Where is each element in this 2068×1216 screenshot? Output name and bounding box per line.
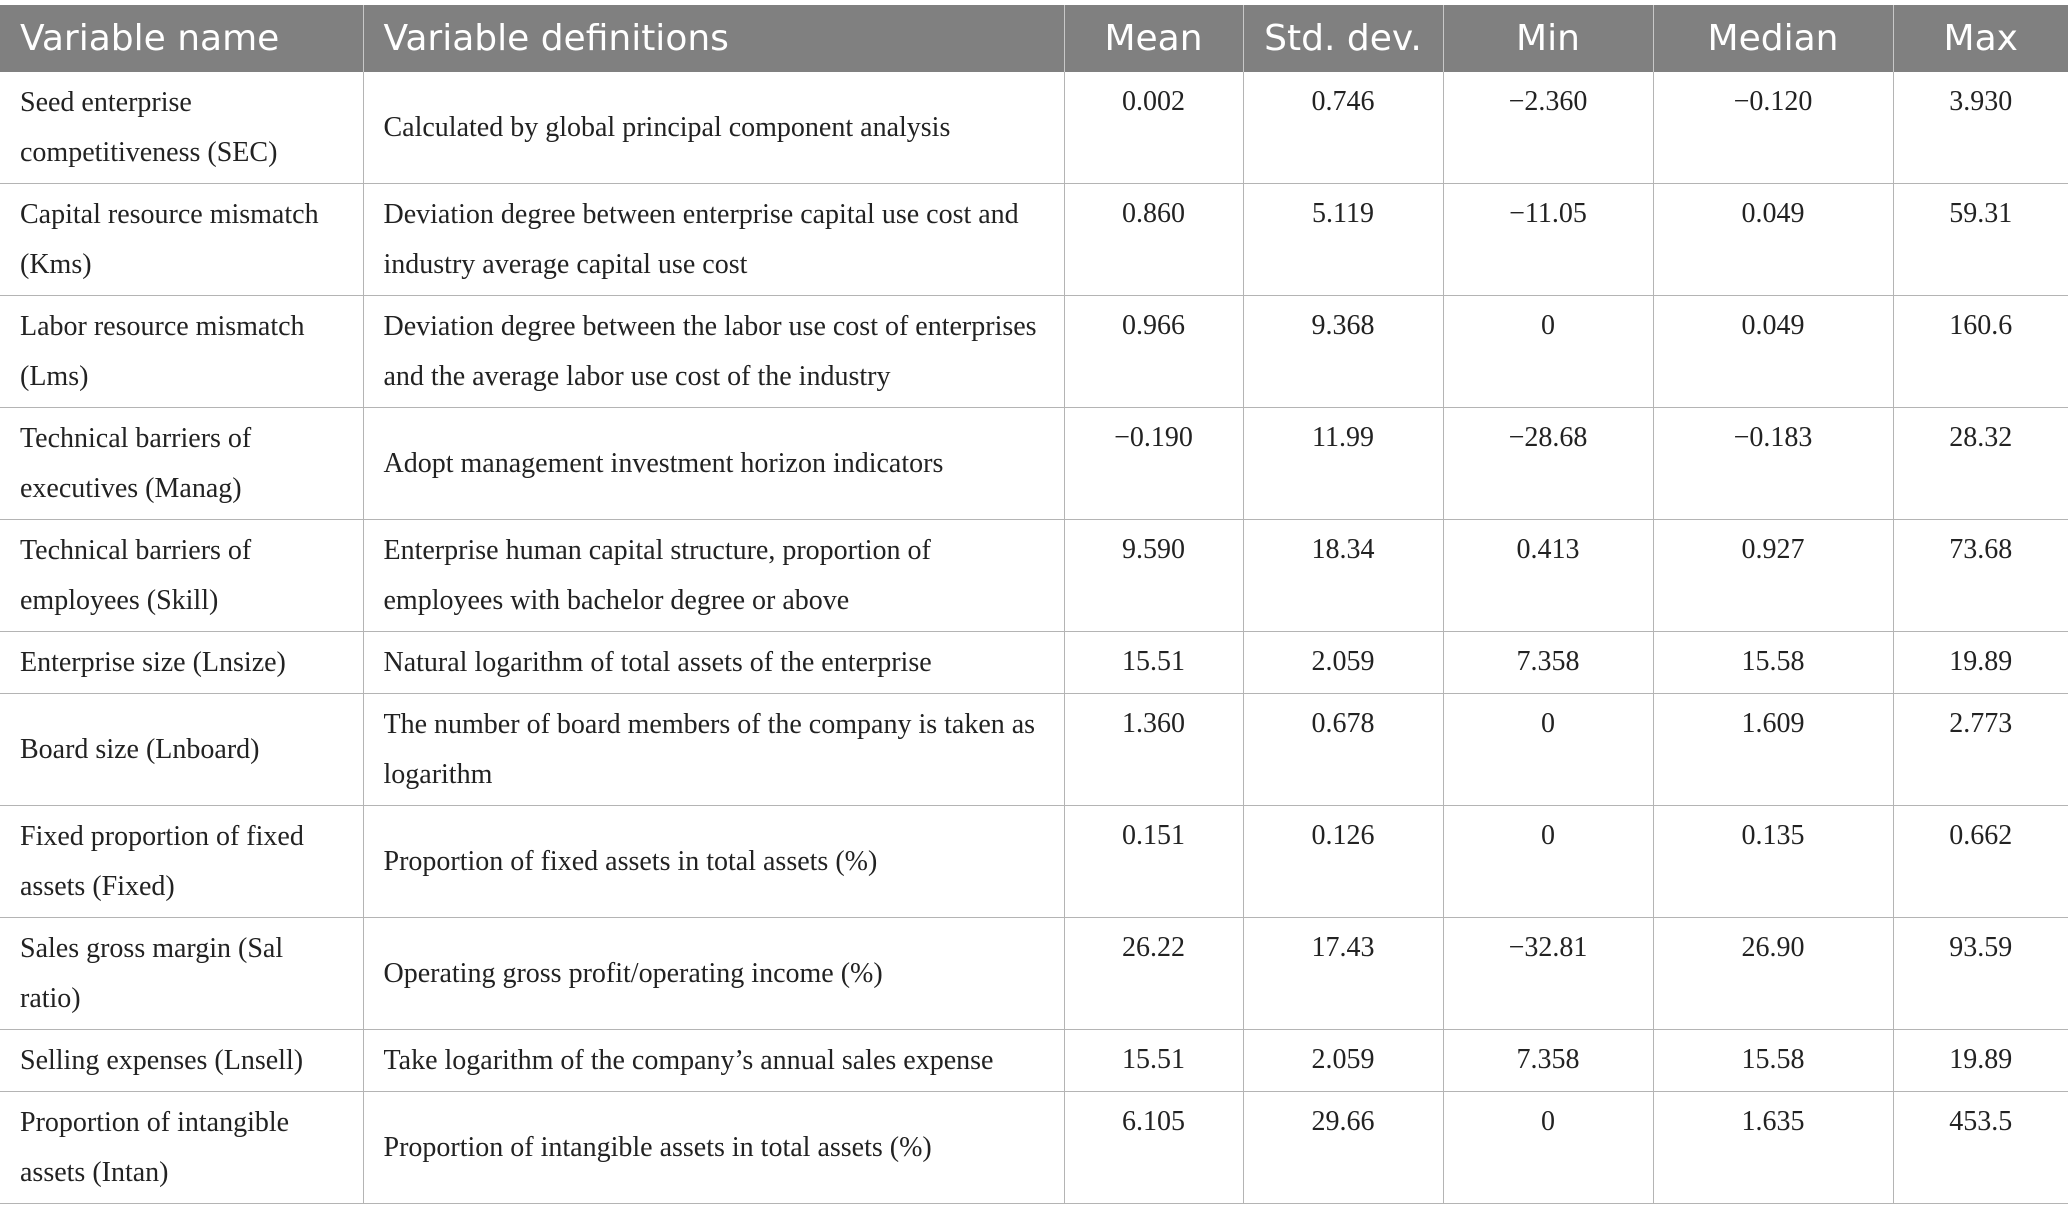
table-row bbox=[0, 1092, 2068, 1204]
variable-name-cell: Fixed proportion of fixed assets (Fixed) bbox=[0, 806, 363, 918]
median-cell: 15.58 bbox=[1653, 632, 1893, 694]
mean-cell: −0.190 bbox=[1064, 408, 1243, 520]
mean-cell: 0.002 bbox=[1064, 72, 1243, 184]
table-row bbox=[0, 520, 2068, 632]
min-cell: −11.05 bbox=[1443, 184, 1653, 296]
variable-definition-cell: Natural logarithm of total assets of the enterprise bbox=[363, 632, 1064, 694]
variable-definition-cell: Proportion of fixed assets in total assets (%) bbox=[363, 806, 1064, 918]
table-row bbox=[0, 408, 2068, 520]
variable-name-cell: Technical barriers of executives (Manag) bbox=[0, 408, 363, 520]
max-cell: 453.5 bbox=[1893, 1092, 2068, 1204]
mean-cell: 26.22 bbox=[1064, 918, 1243, 1030]
median-cell: 26.90 bbox=[1653, 918, 1893, 1030]
mean-cell: 9.590 bbox=[1064, 520, 1243, 632]
header-median: Median bbox=[1653, 5, 1893, 72]
min-cell: 0 bbox=[1443, 1092, 1653, 1204]
min-cell: −2.360 bbox=[1443, 72, 1653, 184]
variable-definition-cell: Deviation degree between enterprise capital use cost and industry average capital use cost bbox=[363, 184, 1064, 296]
std-dev-cell: 5.119 bbox=[1243, 184, 1443, 296]
max-cell: 0.662 bbox=[1893, 806, 2068, 918]
median-cell: 0.049 bbox=[1653, 296, 1893, 408]
std-dev-cell: 9.368 bbox=[1243, 296, 1443, 408]
max-cell: 2.773 bbox=[1893, 694, 2068, 806]
median-cell: 0.927 bbox=[1653, 520, 1893, 632]
table-row bbox=[0, 806, 2068, 918]
variable-definition-cell: The number of board members of the company is taken as logarithm bbox=[363, 694, 1064, 806]
std-dev-cell: 29.66 bbox=[1243, 1092, 1443, 1204]
table-row bbox=[0, 632, 2068, 694]
min-cell: 0 bbox=[1443, 694, 1653, 806]
max-cell: 160.6 bbox=[1893, 296, 2068, 408]
median-cell: 1.609 bbox=[1653, 694, 1893, 806]
variable-name-cell: Board size (Lnboard) bbox=[0, 694, 363, 806]
header-std-dev: Std. dev. bbox=[1243, 5, 1443, 72]
variable-name-cell: Sales gross margin (Sal ratio) bbox=[0, 918, 363, 1030]
min-cell: 0 bbox=[1443, 806, 1653, 918]
max-cell: 19.89 bbox=[1893, 632, 2068, 694]
header-mean: Mean bbox=[1064, 5, 1243, 72]
variable-name-cell: Seed enterprise competitiveness (SEC) bbox=[0, 72, 363, 184]
std-dev-cell: 17.43 bbox=[1243, 918, 1443, 1030]
variable-definition-cell: Proportion of intangible assets in total assets (%) bbox=[363, 1092, 1064, 1204]
median-cell: 1.635 bbox=[1653, 1092, 1893, 1204]
mean-cell: 1.360 bbox=[1064, 694, 1243, 806]
max-cell: 73.68 bbox=[1893, 520, 2068, 632]
variable-name-cell: Capital resource mismatch (Kms) bbox=[0, 184, 363, 296]
max-cell: 3.930 bbox=[1893, 72, 2068, 184]
max-cell: 59.31 bbox=[1893, 184, 2068, 296]
table-row bbox=[0, 184, 2068, 296]
std-dev-cell: 18.34 bbox=[1243, 520, 1443, 632]
median-cell: 15.58 bbox=[1653, 1030, 1893, 1092]
std-dev-cell: 0.126 bbox=[1243, 806, 1443, 918]
variable-name-cell: Proportion of intangible assets (Intan) bbox=[0, 1092, 363, 1204]
max-cell: 28.32 bbox=[1893, 408, 2068, 520]
min-cell: 7.358 bbox=[1443, 632, 1653, 694]
std-dev-cell: 11.99 bbox=[1243, 408, 1443, 520]
variable-definition-cell: Calculated by global principal component analysis bbox=[363, 72, 1064, 184]
std-dev-cell: 2.059 bbox=[1243, 632, 1443, 694]
min-cell: −32.81 bbox=[1443, 918, 1653, 1030]
min-cell: 0 bbox=[1443, 296, 1653, 408]
mean-cell: 0.860 bbox=[1064, 184, 1243, 296]
table-row bbox=[0, 296, 2068, 408]
table-row bbox=[0, 694, 2068, 806]
variable-name-cell: Enterprise size (Lnsize) bbox=[0, 632, 363, 694]
variable-definition-cell: Adopt management investment horizon indicators bbox=[363, 408, 1064, 520]
mean-cell: 0.151 bbox=[1064, 806, 1243, 918]
variable-name-cell: Technical barriers of employees (Skill) bbox=[0, 520, 363, 632]
variable-definition-cell: Take logarithm of the company’s annual sales expense bbox=[363, 1030, 1064, 1092]
std-dev-cell: 0.746 bbox=[1243, 72, 1443, 184]
table-row bbox=[0, 1030, 2068, 1092]
median-cell: −0.183 bbox=[1653, 408, 1893, 520]
mean-cell: 15.51 bbox=[1064, 1030, 1243, 1092]
header-min: Min bbox=[1443, 5, 1653, 72]
descriptive-statistics-table bbox=[0, 5, 2068, 1204]
table-row bbox=[0, 918, 2068, 1030]
variable-definition-cell: Deviation degree between the labor use cost of enterprises and the average labor use cost of the industry bbox=[363, 296, 1064, 408]
median-cell: −0.120 bbox=[1653, 72, 1893, 184]
header-row bbox=[0, 5, 2068, 72]
std-dev-cell: 2.059 bbox=[1243, 1030, 1443, 1092]
min-cell: −28.68 bbox=[1443, 408, 1653, 520]
max-cell: 19.89 bbox=[1893, 1030, 2068, 1092]
min-cell: 7.358 bbox=[1443, 1030, 1653, 1092]
std-dev-cell: 0.678 bbox=[1243, 694, 1443, 806]
variable-definition-cell: Operating gross profit/operating income (%) bbox=[363, 918, 1064, 1030]
max-cell: 93.59 bbox=[1893, 918, 2068, 1030]
variable-definition-cell: Enterprise human capital structure, proportion of employees with bachelor degree or above bbox=[363, 520, 1064, 632]
mean-cell: 15.51 bbox=[1064, 632, 1243, 694]
variable-name-cell: Selling expenses (Lnsell) bbox=[0, 1030, 363, 1092]
median-cell: 0.135 bbox=[1653, 806, 1893, 918]
header-variable-definitions: Variable definitions bbox=[363, 5, 1064, 72]
mean-cell: 0.966 bbox=[1064, 296, 1243, 408]
mean-cell: 6.105 bbox=[1064, 1092, 1243, 1204]
header-variable-name: Variable name bbox=[0, 5, 363, 72]
variable-name-cell: Labor resource mismatch (Lms) bbox=[0, 296, 363, 408]
table-row bbox=[0, 72, 2068, 184]
min-cell: 0.413 bbox=[1443, 520, 1653, 632]
median-cell: 0.049 bbox=[1653, 184, 1893, 296]
header-max: Max bbox=[1893, 5, 2068, 72]
